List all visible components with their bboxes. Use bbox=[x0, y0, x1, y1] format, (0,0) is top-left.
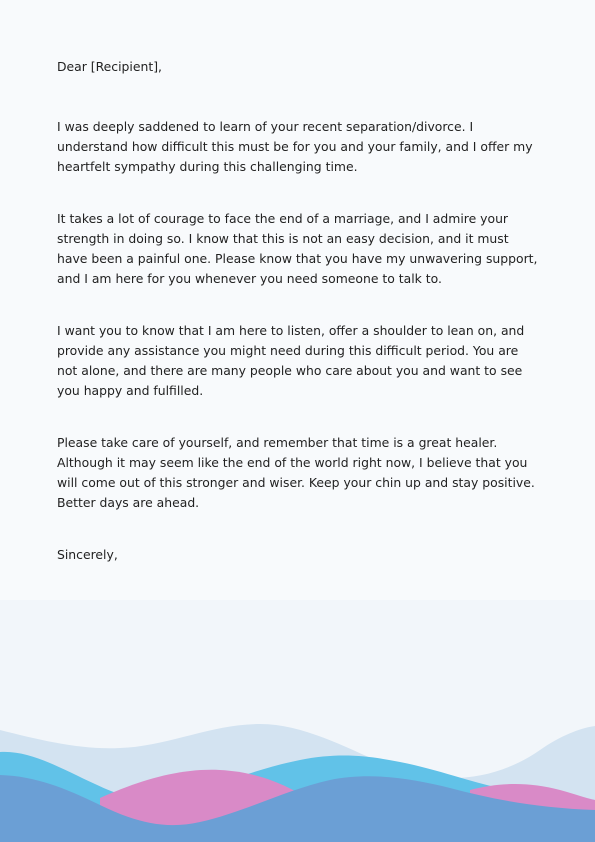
letter-paragraph-2: It takes a lot of courage to face the end of a marriage, and I admire your strength in doing so. I know that this is not an easy decision, and it must have been a painful one. Please know that you have my unwavering support, and I am here for you whenever you need someone to talk to. bbox=[57, 211, 538, 286]
letter-body bbox=[57, 57, 542, 617]
decorative-waves bbox=[0, 600, 595, 842]
letter-closing: Sincerely, bbox=[57, 547, 118, 562]
letter-paragraph-1: I was deeply saddened to learn of your recent separation/divorce. I understand how difficult this must be for you and your family, and I offer my heartfelt sympathy during this challenging time. bbox=[57, 119, 533, 174]
letter-paragraph-4: Please take care of yourself, and remember that time is a great healer. Although it may seem like the end of the world right now, I believe that you will come out of this stronger and wiser. Keep your chin up and stay positive. Better days are ahead. bbox=[57, 435, 535, 510]
letter-paragraph-3: I want you to know that I am here to listen, offer a shoulder to lean on, and provide any assistance you might need during this difficult period. You are not alone, and there are many people who care about you and want to see you happy and fulfilled. bbox=[57, 323, 525, 398]
letter-salutation: Dear [Recipient], bbox=[57, 59, 162, 74]
